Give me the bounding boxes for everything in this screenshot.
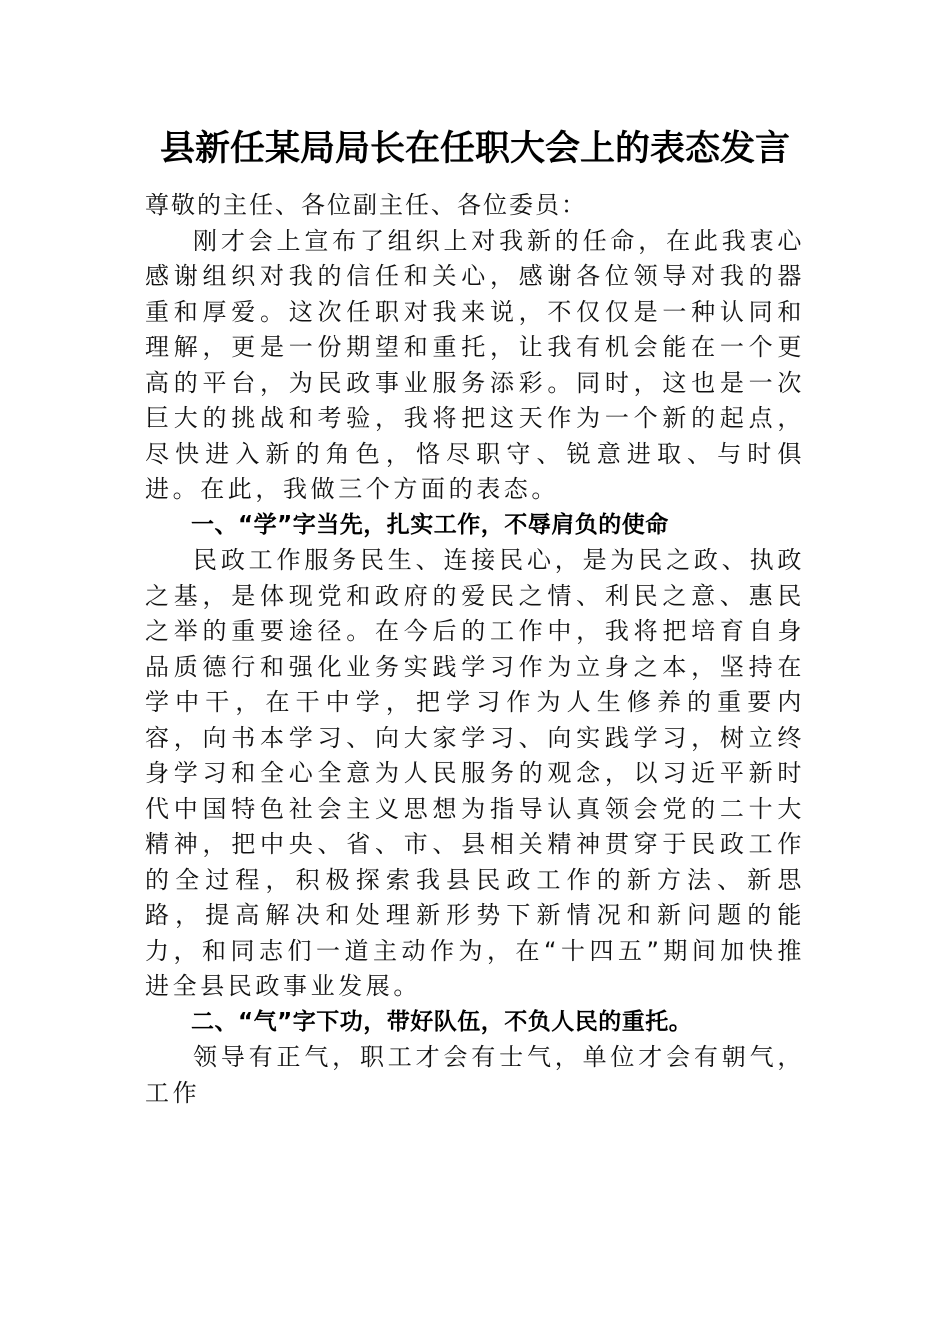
salutation: 尊敬的主任、各位副主任、各位委员： xyxy=(145,191,587,219)
section-heading-2: 二、“气”字下功，带好队伍，不负人民的重托。 xyxy=(191,1008,693,1035)
document-body xyxy=(145,188,805,1111)
intro-paragraph: 刚才会上宣布了组织上对我新的任命，在此我衷心感谢组织对我的信任和关心，感谢各位领导对我的器重和厚爱。这次任职对我来说，不仅仅是一种认同和理解，更是一份期望和重托，让我有机会能在一个更高的平台，为民政事业服务添彩。同时，这也是一次巨大的挑战和考验，我将把这天作为一个新的起点，尽快进入新的角色，恪尽职守、锐意进取、与时俱进。在此，我做三个方面的表态。 xyxy=(145,226,805,503)
document-title: 县新任某局局长在任职大会上的表态发言 xyxy=(159,128,790,169)
section-1-paragraph: 民政工作服务民生、连接民心，是为民之政、执政之基，是体现党和政府的爱民之情、利民之意、惠民之举的重要途径。在今后的工作中，我将把培育自身品质德行和强化业务实践学习作为立身之本，坚持在学中干，在干中学，把学习作为人生修养的重要内容，向书本学习、向大家学习、向实践学习，树立终身学习和全心全意为人民服务的观念，以习近平新时代中国特色社会主义思想为指导认真领会党的二十大精神，把中央、省、市、县相关精神贯穿于民政工作的全过程，积极探索我县民政工作的新方法、新思路，提高解决和处理新形势下新情况和新问题的能力，和同志们一道主动作为，在“十四五”期间加快推进全县民政事业发展。 xyxy=(145,546,805,1000)
section-2-paragraph: 领导有正气，职工才会有士气，单位才会有朝气，工作 xyxy=(145,1043,805,1107)
section-heading-1: 一、“学”字当先，扎实工作，不辱肩负的使命 xyxy=(191,511,669,538)
